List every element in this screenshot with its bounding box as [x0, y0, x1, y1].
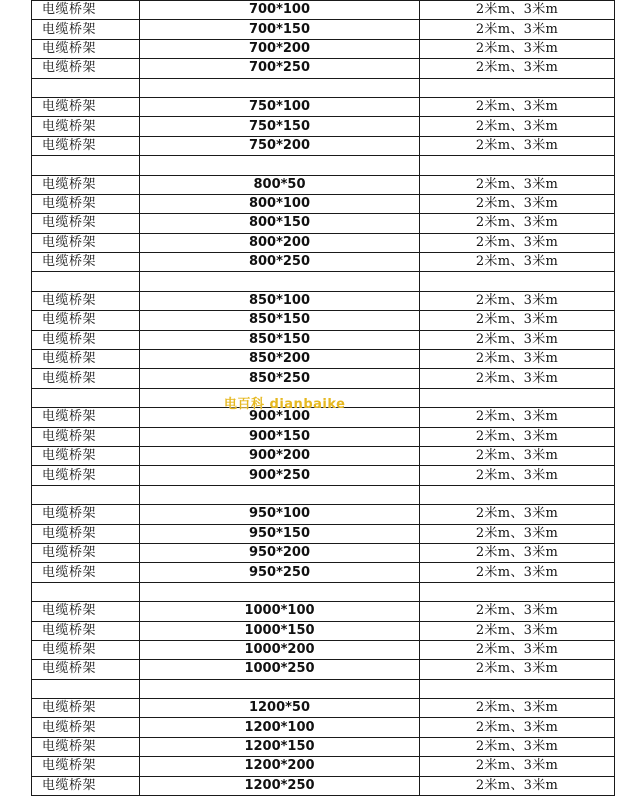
size-spec-cell: 1200*100: [140, 718, 420, 737]
product-name-cell: 电缆桥架: [32, 408, 140, 427]
table-row: [32, 97, 615, 116]
product-name-cell: [32, 388, 140, 407]
size-spec-cell: 900*200: [140, 446, 420, 465]
product-name-cell: 电缆桥架: [32, 757, 140, 776]
size-spec-cell: 750*100: [140, 97, 420, 116]
length-cell: [420, 679, 615, 698]
size-spec-cell: 1200*150: [140, 737, 420, 756]
table-row: [32, 446, 615, 465]
product-name-cell: 电缆桥架: [32, 350, 140, 369]
table-row: [32, 543, 615, 562]
size-spec-cell: 700*150: [140, 20, 420, 39]
table-row: [32, 505, 615, 524]
product-name-cell: 电缆桥架: [32, 214, 140, 233]
size-spec-cell: 700*100: [140, 1, 420, 20]
product-name-cell: [32, 78, 140, 97]
length-cell: 2米m、3米m: [420, 776, 615, 795]
table-row: [32, 776, 615, 795]
size-spec-cell: 850*100: [140, 291, 420, 310]
product-name-cell: 电缆桥架: [32, 505, 140, 524]
size-spec-cell: 750*150: [140, 117, 420, 136]
length-cell: 2米m、3米m: [420, 699, 615, 718]
product-name-cell: 电缆桥架: [32, 233, 140, 252]
table-row: [32, 117, 615, 136]
length-cell: [420, 485, 615, 504]
size-spec-cell: 900*150: [140, 427, 420, 446]
size-spec-cell: [140, 679, 420, 698]
size-spec-cell: 900*250: [140, 466, 420, 485]
length-cell: 2米m、3米m: [420, 757, 615, 776]
product-name-cell: 电缆桥架: [32, 253, 140, 272]
length-cell: 2米m、3米m: [420, 737, 615, 756]
length-cell: 2米m、3米m: [420, 59, 615, 78]
product-name-cell: 电缆桥架: [32, 563, 140, 582]
length-cell: 2米m、3米m: [420, 20, 615, 39]
product-name-cell: 电缆桥架: [32, 311, 140, 330]
product-name-cell: 电缆桥架: [32, 117, 140, 136]
length-cell: 2米m、3米m: [420, 427, 615, 446]
size-spec-cell: 1200*50: [140, 699, 420, 718]
size-spec-cell: 900*100: [140, 408, 420, 427]
product-name-cell: 电缆桥架: [32, 136, 140, 155]
size-spec-cell: 700*250: [140, 59, 420, 78]
table-row: [32, 718, 615, 737]
product-name-cell: [32, 679, 140, 698]
length-cell: [420, 156, 615, 175]
size-spec-cell: 800*100: [140, 194, 420, 213]
length-cell: 2米m、3米m: [420, 1, 615, 20]
table-row: [32, 757, 615, 776]
product-name-cell: 电缆桥架: [32, 718, 140, 737]
size-spec-cell: 850*150: [140, 330, 420, 349]
size-spec-cell: 800*50: [140, 175, 420, 194]
length-cell: 2米m、3米m: [420, 291, 615, 310]
product-name-cell: 电缆桥架: [32, 175, 140, 194]
table-row: [32, 136, 615, 155]
product-name-cell: 电缆桥架: [32, 1, 140, 20]
table-row: [32, 311, 615, 330]
blank-row: [32, 272, 615, 291]
table-row: [32, 737, 615, 756]
blank-row: [32, 679, 615, 698]
size-spec-cell: 850*250: [140, 369, 420, 388]
size-spec-cell: 950*150: [140, 524, 420, 543]
product-name-cell: 电缆桥架: [32, 543, 140, 562]
length-cell: 2米m、3米m: [420, 194, 615, 213]
length-cell: [420, 78, 615, 97]
size-spec-cell: [140, 78, 420, 97]
length-cell: 2米m、3米m: [420, 718, 615, 737]
table-row: [32, 563, 615, 582]
length-cell: 2米m、3米m: [420, 97, 615, 116]
length-cell: 2米m、3米m: [420, 602, 615, 621]
length-cell: [420, 582, 615, 601]
table-row: [32, 291, 615, 310]
length-cell: 2米m、3米m: [420, 640, 615, 659]
size-spec-cell: 800*150: [140, 214, 420, 233]
product-name-cell: [32, 485, 140, 504]
table-row: [32, 640, 615, 659]
product-name-cell: 电缆桥架: [32, 427, 140, 446]
size-spec-cell: 950*100: [140, 505, 420, 524]
product-name-cell: 电缆桥架: [32, 194, 140, 213]
length-cell: 2米m、3米m: [420, 660, 615, 679]
length-cell: 2米m、3米m: [420, 117, 615, 136]
table-row: [32, 427, 615, 446]
product-name-cell: 电缆桥架: [32, 699, 140, 718]
blank-row: [32, 156, 615, 175]
length-cell: 2米m、3米m: [420, 330, 615, 349]
product-name-cell: 电缆桥架: [32, 602, 140, 621]
length-cell: 2米m、3米m: [420, 214, 615, 233]
table-row: [32, 214, 615, 233]
size-spec-cell: 1000*200: [140, 640, 420, 659]
product-name-cell: 电缆桥架: [32, 97, 140, 116]
table-row: [32, 1, 615, 20]
table-row: [32, 20, 615, 39]
length-cell: [420, 388, 615, 407]
size-spec-cell: 850*200: [140, 350, 420, 369]
table-row: [32, 660, 615, 679]
product-name-cell: 电缆桥架: [32, 330, 140, 349]
length-cell: 2米m、3米m: [420, 621, 615, 640]
table-row: [32, 194, 615, 213]
length-cell: 2米m、3米m: [420, 543, 615, 562]
table-row: [32, 175, 615, 194]
table-row: [32, 59, 615, 78]
length-cell: 2米m、3米m: [420, 39, 615, 58]
product-name-cell: 电缆桥架: [32, 20, 140, 39]
product-name-cell: 电缆桥架: [32, 446, 140, 465]
length-cell: 2米m、3米m: [420, 136, 615, 155]
watermark: 电百科 dianbaike: [224, 397, 346, 412]
size-spec-cell: 800*250: [140, 253, 420, 272]
blank-row: [32, 582, 615, 601]
product-name-cell: 电缆桥架: [32, 737, 140, 756]
blank-row: [32, 78, 615, 97]
size-spec-cell: 700*200: [140, 39, 420, 58]
product-name-cell: 电缆桥架: [32, 466, 140, 485]
size-spec-cell: 850*150: [140, 311, 420, 330]
length-cell: 2米m、3米m: [420, 408, 615, 427]
size-spec-cell: 950*250: [140, 563, 420, 582]
length-cell: 2米m、3米m: [420, 311, 615, 330]
table-row: [32, 699, 615, 718]
size-spec-cell: 750*200: [140, 136, 420, 155]
size-spec-cell: [140, 485, 420, 504]
length-cell: 2米m、3米m: [420, 524, 615, 543]
product-name-cell: 电缆桥架: [32, 640, 140, 659]
table-row: [32, 330, 615, 349]
table-row: [32, 253, 615, 272]
table-row: [32, 621, 615, 640]
product-name-cell: 电缆桥架: [32, 59, 140, 78]
size-spec-cell: [140, 272, 420, 291]
size-spec-cell: 1200*250: [140, 776, 420, 795]
blank-row: [32, 485, 615, 504]
length-cell: 2米m、3米m: [420, 369, 615, 388]
length-cell: 2米m、3米m: [420, 446, 615, 465]
table-row: [32, 39, 615, 58]
length-cell: 2米m、3米m: [420, 563, 615, 582]
size-spec-cell: 1200*200: [140, 757, 420, 776]
size-spec-cell: 950*200: [140, 543, 420, 562]
size-spec-cell: [140, 582, 420, 601]
product-name-cell: 电缆桥架: [32, 660, 140, 679]
product-name-cell: 电缆桥架: [32, 369, 140, 388]
length-cell: 2米m、3米m: [420, 350, 615, 369]
product-name-cell: 电缆桥架: [32, 776, 140, 795]
length-cell: [420, 272, 615, 291]
table-row: [32, 524, 615, 543]
length-cell: 2米m、3米m: [420, 505, 615, 524]
table-row: [32, 369, 615, 388]
table-row: [32, 350, 615, 369]
table-row: [32, 466, 615, 485]
product-name-cell: 电缆桥架: [32, 291, 140, 310]
product-name-cell: 电缆桥架: [32, 524, 140, 543]
size-spec-cell: [140, 156, 420, 175]
product-name-cell: 电缆桥架: [32, 621, 140, 640]
product-name-cell: [32, 272, 140, 291]
product-name-cell: [32, 582, 140, 601]
product-name-cell: 电缆桥架: [32, 39, 140, 58]
size-spec-cell: 800*200: [140, 233, 420, 252]
size-spec-cell: 1000*150: [140, 621, 420, 640]
table-row: [32, 233, 615, 252]
length-cell: 2米m、3米m: [420, 253, 615, 272]
length-cell: 2米m、3米m: [420, 233, 615, 252]
length-cell: 2米m、3米m: [420, 466, 615, 485]
table-row: [32, 602, 615, 621]
length-cell: 2米m、3米m: [420, 175, 615, 194]
size-spec-cell: 1000*100: [140, 602, 420, 621]
product-name-cell: [32, 156, 140, 175]
size-spec-cell: 1000*250: [140, 660, 420, 679]
